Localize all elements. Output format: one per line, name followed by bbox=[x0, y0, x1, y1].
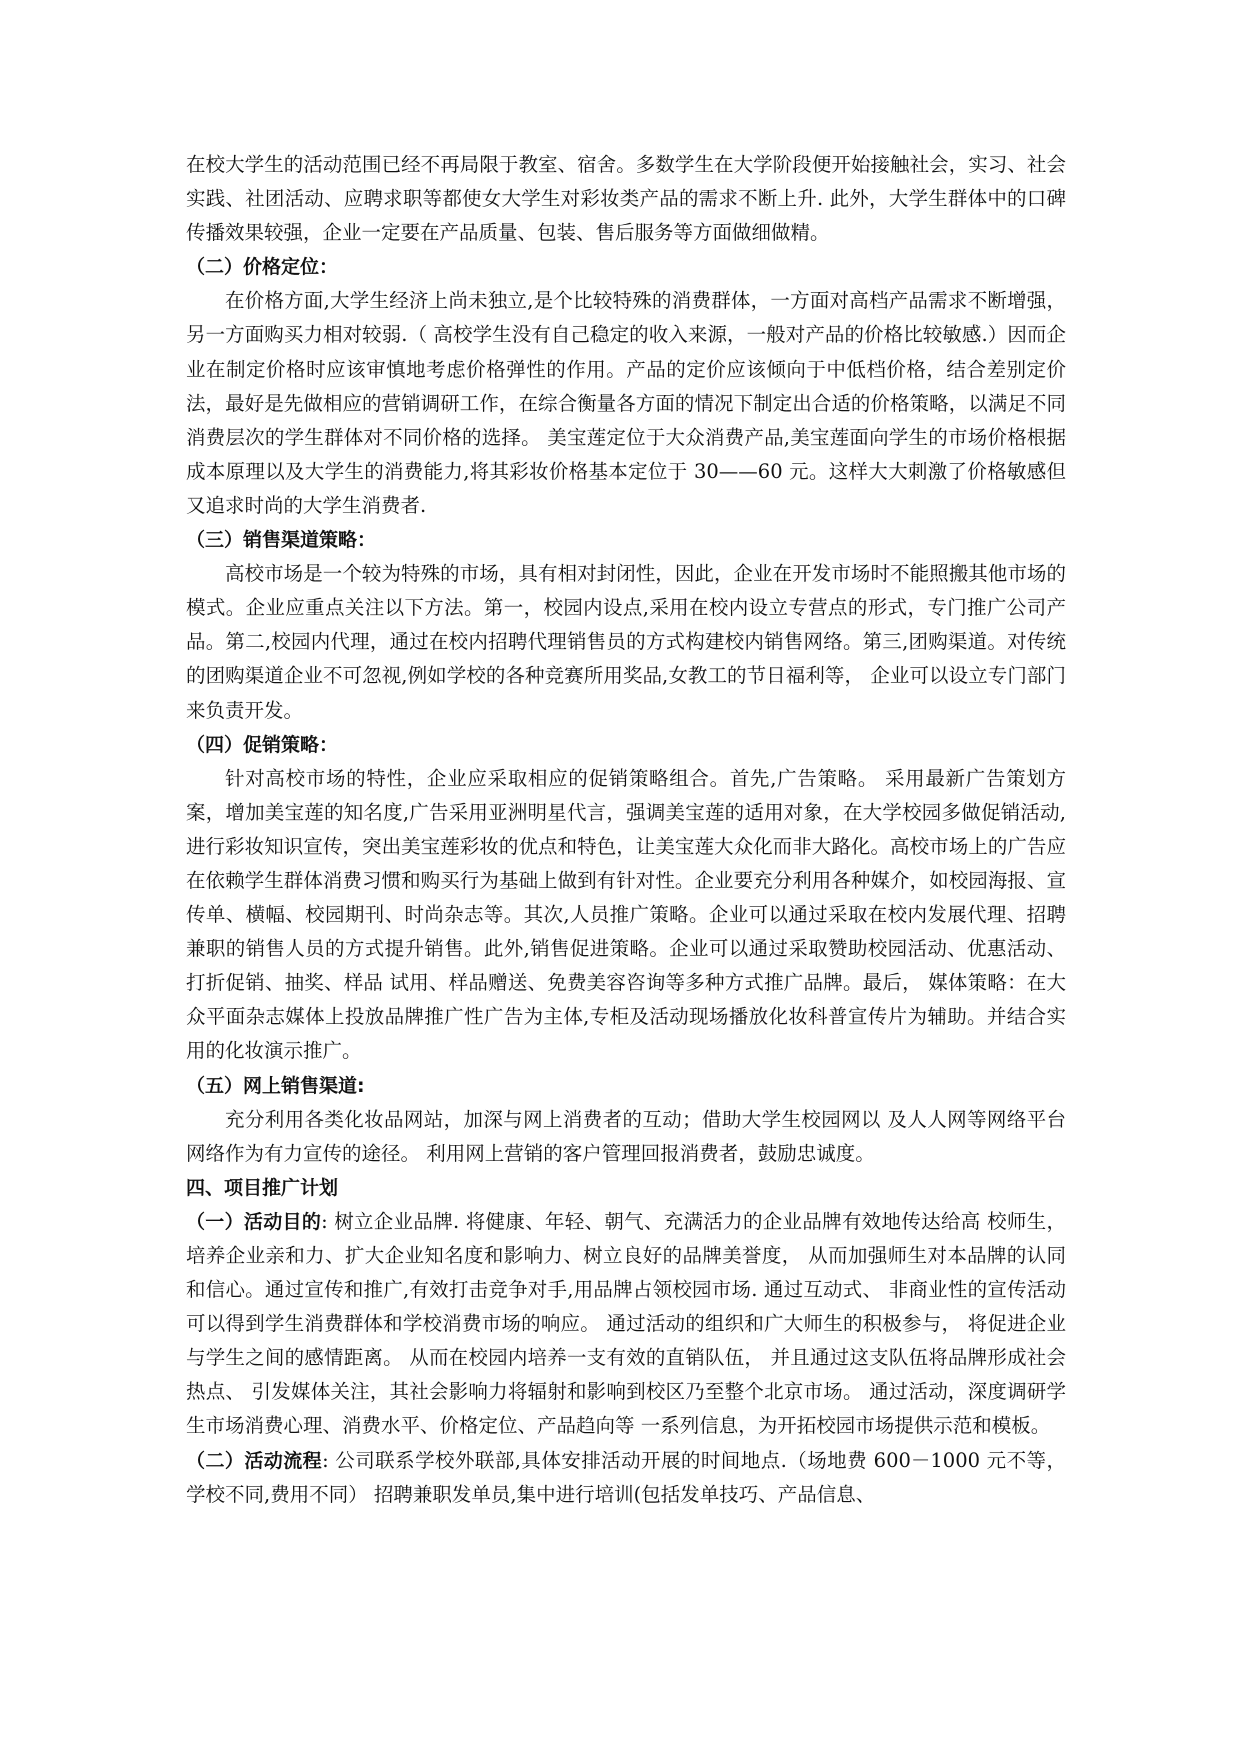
label-activity-flow: （二）活动流程 bbox=[186, 1449, 323, 1472]
label-activity-goal: （一）活动目的 bbox=[186, 1210, 322, 1233]
heading-promotion: （四）促销策略： bbox=[186, 733, 339, 756]
heading-price-positioning: （二）价格定位： bbox=[186, 256, 339, 279]
paragraph-promotion: 针对高校市场的特性，企业应采取相应的促销策略组合。首先,广告策略。 采用最新广告策划方案，增加美宝莲的知名度,广告采用亚洲明星代言，强调美宝莲的适用对象，在大学校园多做促销活动,进行彩妆知识宣传，突出美宝莲彩妆的优点和特色，让美宝莲大众化而非大路化。高校市场上的广告应在依赖学生群体消费习惯和购买行为基础上做到有针对性。企业要充分利用各种媒介，如校园海报、宣传单、横幅、校园期刊、时尚杂志等。其次,人员推广策略。企业可以通过采取在校内发展代理、招聘兼职的销售人员的方式提升销售。此外,销售促进策略。企业可以通过采取赞助校园活动、优惠活动、打折促销、抽奖、样品 试用、样品赠送、免费美容咨询等多种方式推广品牌。最后， 媒体策略：在大 众平面杂志媒体上投放品牌推广性广告为主体,专柜及活动现场播放化妆科普宣传片为辅助。并结合实用的化妆演示推广。 bbox=[186, 766, 1066, 1063]
heading-sales-channel: （三）销售渠道策略： bbox=[186, 529, 377, 552]
heading-online-channel: （五）网上销售渠道: bbox=[186, 1074, 365, 1097]
paragraph-activity-flow bbox=[186, 1444, 1066, 1512]
text-activity-flow: : 公司联系学校外联部,具体安排活动开展的时间地点.（场地费 600－1000 元不等，学校不同,费用不同） 招聘兼职发单员,集中进行培训(包括发单技巧、产品信息、 bbox=[186, 1448, 1066, 1506]
paragraph-sales-channel: 高校市场是一个较为特殊的市场，具有相对封闭性，因此，企业在开发市场时不能照搬其他市场的模式。企业应重点关注以下方法。第一，校园内设点,采用在校内设立专营点的形式，专门推广公司产品。第二,校园内代理，通过在校内招聘代理销售员的方式构建校内销售网络。第三,团购渠道。对传统的团购渠道企业不可忽视,例如学校的各种竞赛所用奖品,女教工的节日福利等， 企业可以设立专门部门来负责开发。 bbox=[186, 562, 1066, 722]
paragraph-activity-goal bbox=[186, 1205, 1066, 1444]
paragraph-price-positioning: 在价格方面,大学生经济上尚未独立,是个比较特殊的消费群体，一方面对高档产品需求不断增强，另一方面购买力相对较弱.（ 高校学生没有自己稳定的收入来源，一般对产品的价格比较敏感.）因而企业在制定价格时应该审慎地考虑价格弹性的作用。产品的定价应该倾向于中低档价格，结合差别定价法，最好是先做相应的营销调研工作，在综合衡量各方面的情况下制定出合适的价格策略，以满足不同消费层次的学生群体对不同价格的选择。 美宝莲定位于大众消费产品,美宝莲面向学生的市场价格根据成本原理以及大学生的消费能力,将其彩妆价格基本定位于 30——60 元。这样大大刺激了价格敏感但又追求时尚的大学生消费者. bbox=[186, 289, 1066, 517]
paragraph-online-channel: 充分利用各类化妆品网站，加深与网上消费者的互动；借助大学生校园网以 及人人网等网络平台网络作为有力宣传的途径。 利用网上营销的客户管理回报消费者，鼓励忠诚度。 bbox=[186, 1107, 1066, 1165]
heading-project-plan: 四、项目推广计划 bbox=[186, 1176, 339, 1199]
intro-paragraph: 在校大学生的活动范围已经不再局限于教室、宿舍。多数学生在大学阶段便开始接触社会，实习、社会实践、社团活动、应聘求职等都使女大学生对彩妆类产品的需求不断上升. 此外，大学生群体中的口碑传播效果较强，企业一定要在产品质量、包装、售后服务等方面做细做精。 bbox=[186, 153, 1066, 245]
document-page bbox=[186, 148, 1066, 1512]
text-activity-goal: : 树立企业品牌. 将健康、年轻、朝气、充满活力的企业品牌有效地传达给高 校师生，培养企业亲和力、扩大企业知名度和影响力、树立良好的品牌美誉度， 从而加强师生对本品牌的认同和信心。通过宣传和推广,有效打击竞争对手,用品牌占领校园市场. 通过互动式、 非商业性的宣传活动可以得到学生消费群体和学校消费市场的响应。 通过活动的组织和广大师生的积极参与， 将促进企业与学生之间的感情距离。 从而在校园内培养一支有效的直销队伍， 并且通过这支队伍将品牌形成社会热点、 引发媒体关注，其社会影响力将辐射和影响到校区乃至整个北京市场。 通过活动，深度调研学生市场消费心理、消费水平、价格定位、产品趋向等 一系列信息，为开拓校园市场提供示范和模板。 bbox=[186, 1209, 1066, 1438]
